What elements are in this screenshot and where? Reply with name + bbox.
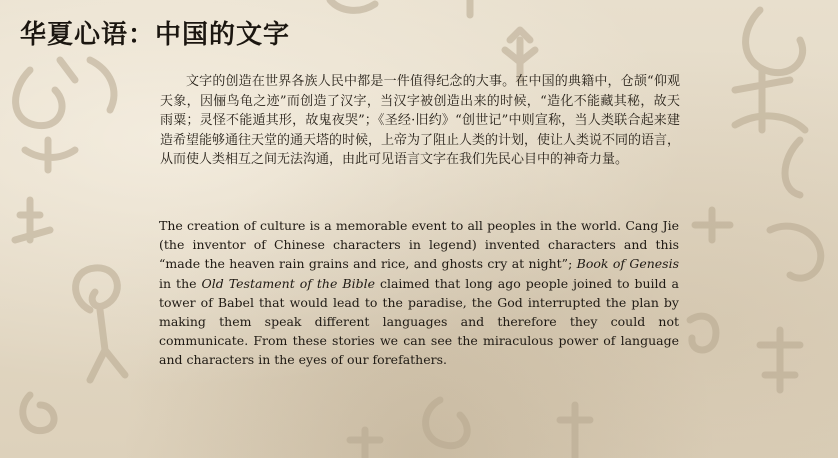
english-text-part-2: in the [159,275,202,291]
book-of-genesis-title: Book of Genesis [576,256,679,272]
english-text-part-3: claimed that long ago people joined to build a tower of Babel that would lead to the paradise, the God interrupted the plan by making them speak different languages and therefore they could not communicate. From these stories we can see the miraculous power of language and characters in the eyes of our forefathers. [159,275,680,368]
english-text-part-1: The creation of culture is a memorable event to all peoples in the world. Cang Jie (the inventor of Chinese characters in legend) invented characters and this “made the heaven rain grains and rice, and ghosts cry at night”; [159,218,679,272]
old-testament-title: Old Testament of the Bible [201,275,375,291]
chinese-paragraph: 文字的创造在世界各族人民中都是一件值得纪念的大事。在中国的典籍中，仓颉“仰观天象，因俪鸟龟之迹”而创造了汉字，当汉字被创造出来的时候，“造化不能藏其秘，故天雨粟；灵怪不能遁其形，故鬼夜哭”；《圣经·旧约》“创世记”中则宣称，当人类联合起来建造希望能够通往天堂的通天塔的时候，上帝为了阻止人类的计划，使让人类说不同的语言，从而使人类相互之间无法沟通，由此可见语言文字在我们先民心目中的神奇力量。 [160,74,681,167]
english-paragraph [159,216,679,370]
page-title: 华夏心语：中国的文字 [20,20,291,50]
